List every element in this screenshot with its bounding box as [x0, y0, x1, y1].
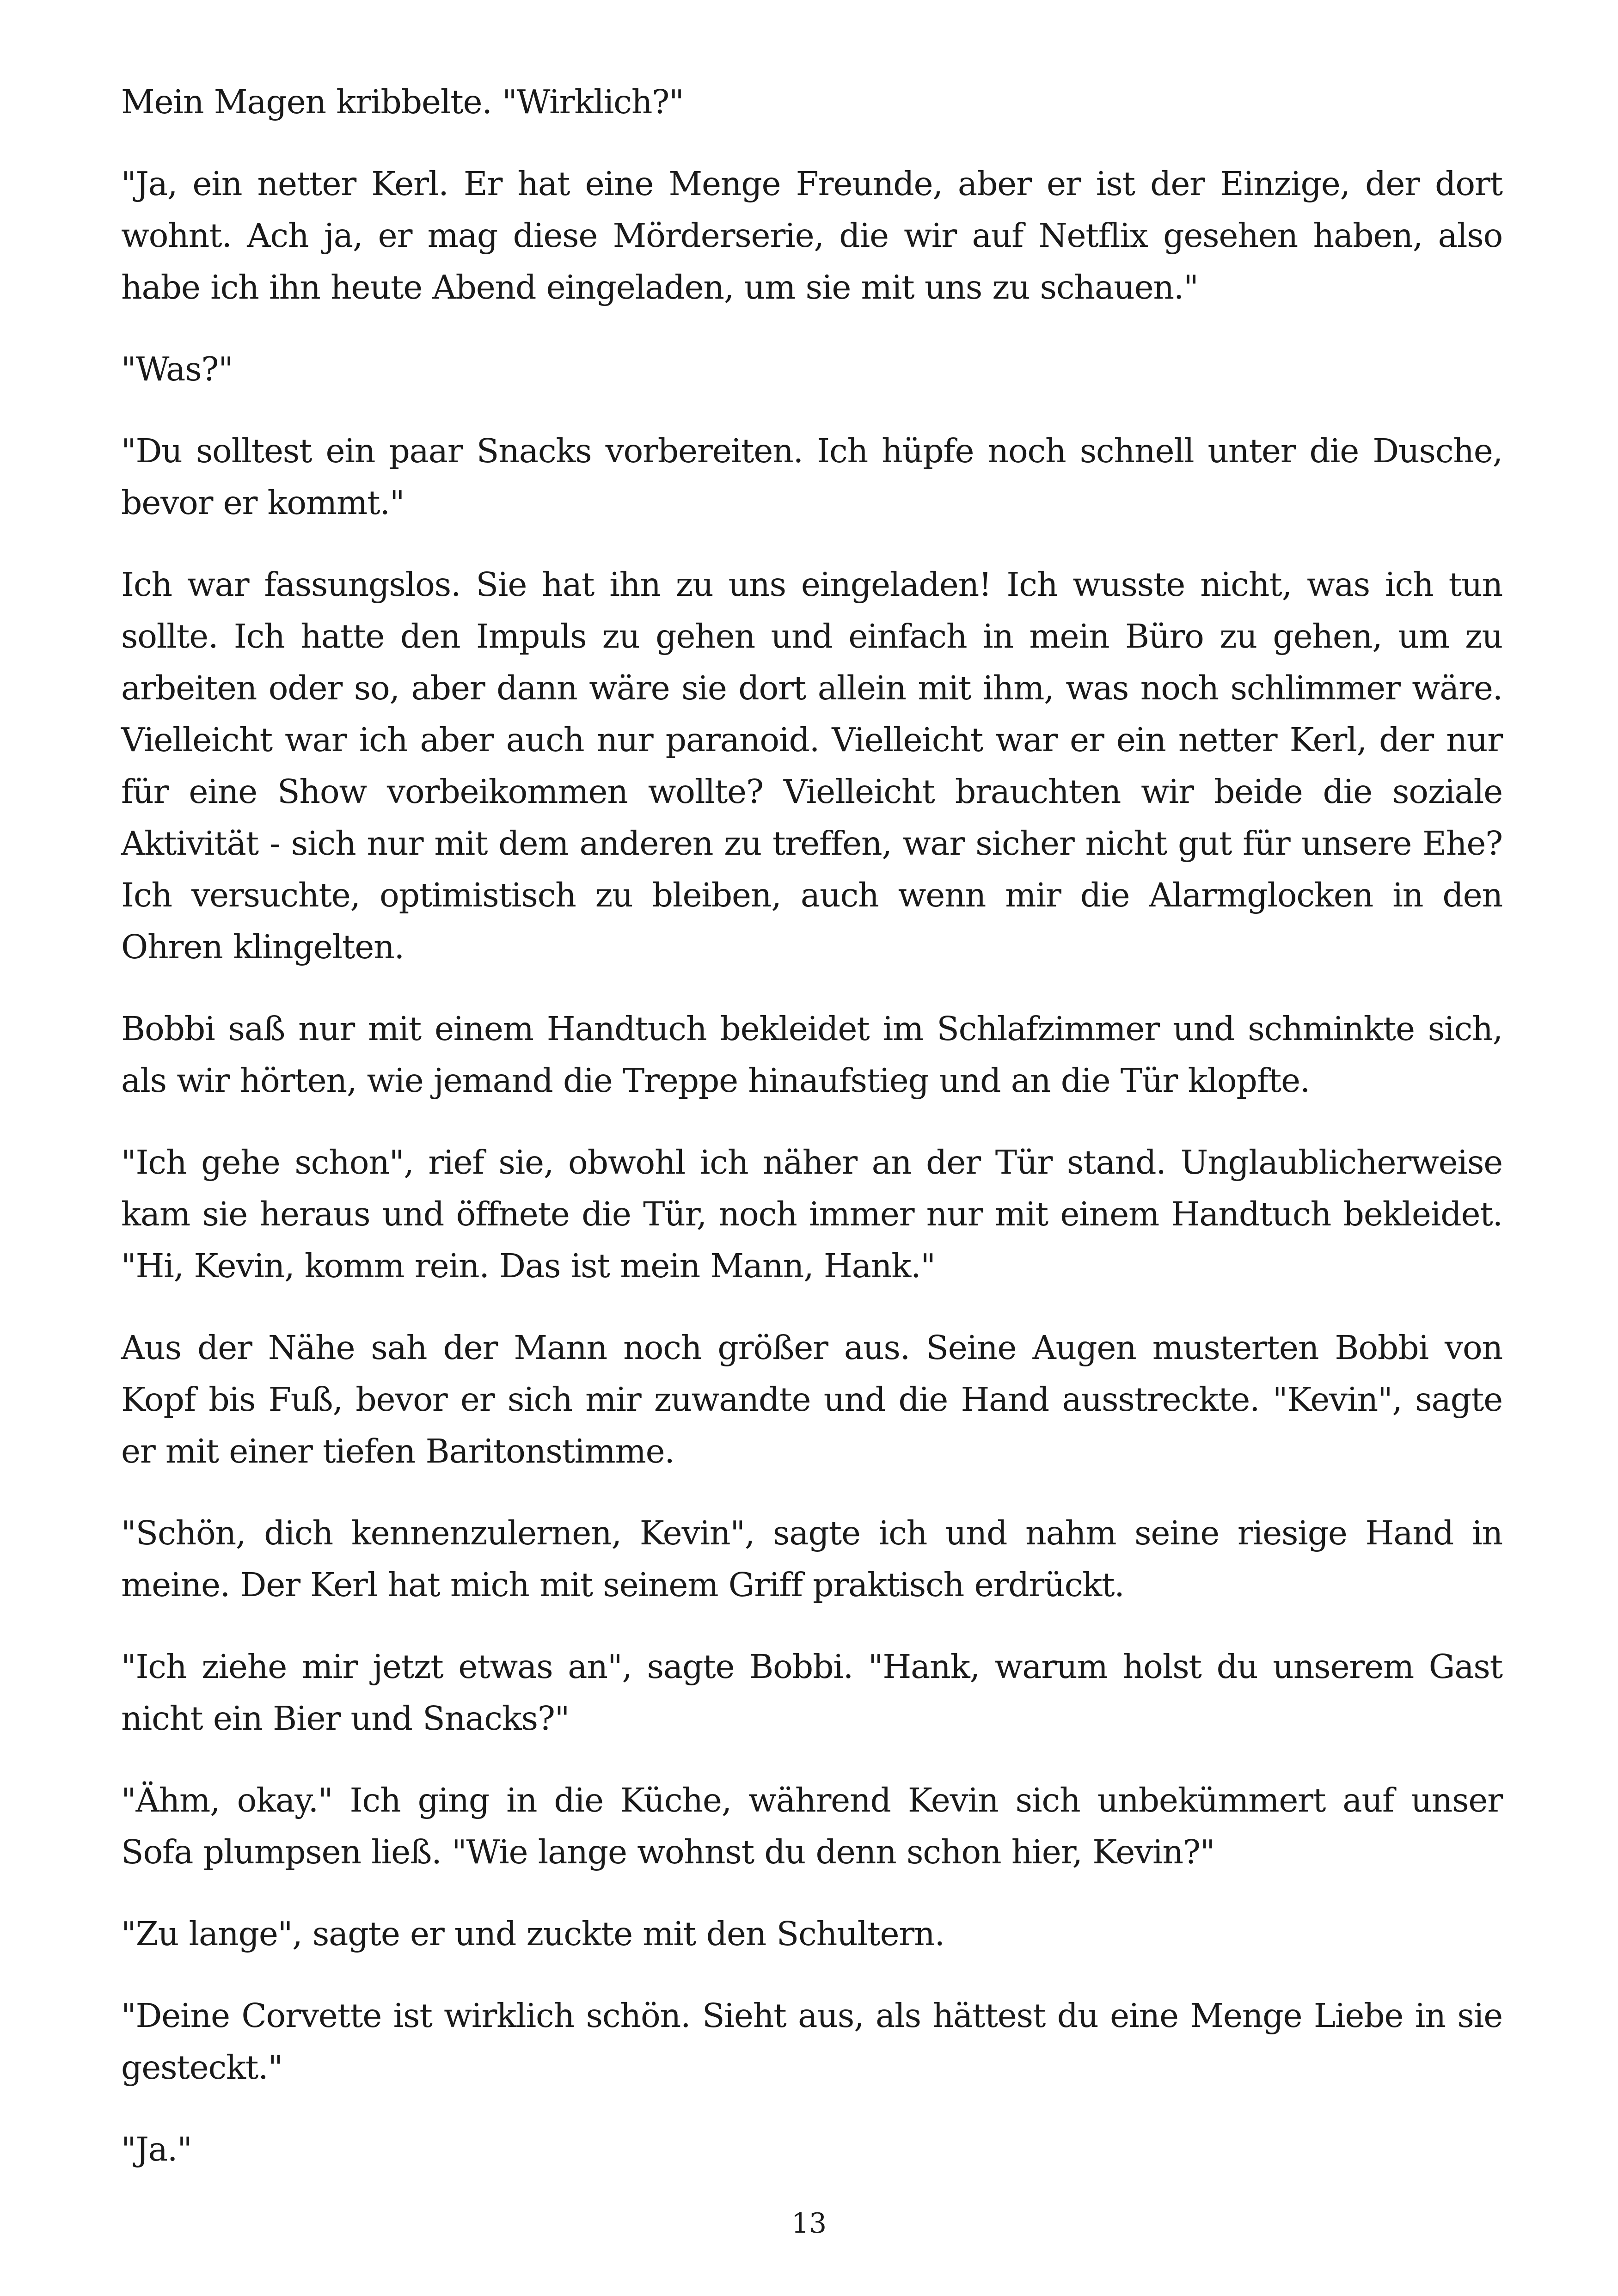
body-text [121, 76, 1502, 2205]
paragraph: "Schön, dich kennenzulernen, Kevin", sagte ich und nahm seine riesige Hand in meine. Der Kerl hat mich mit seinem Griff praktisch erdrückt. [121, 1514, 1502, 1604]
paragraph: Ich war fassungslos. Sie hat ihn zu uns eingeladen! Ich wusste nicht, was ich tun sollte. Ich hatte den Impuls zu gehen und einfach in mein Büro zu gehen, um zu arbeiten oder so, aber dann wäre sie dort allein mit ihm, was noch schlimmer wäre. Vielleicht war ich aber auch nur paranoid. Vielleicht war er ein netter Kerl, der nur für eine Show vorbeikommen wollte? Vielleicht brauchten wir beide die soziale Aktivität - sich nur mit dem anderen zu treffen, war sicher nicht gut für unsere Ehe? Ich versuchte, optimistisch zu bleiben, auch wenn mir die Alarmglocken in den Ohren klingelten. [121, 565, 1502, 966]
paragraph: "Zu lange", sagte er und zuckte mit den Schultern. [121, 1915, 944, 1953]
paragraph: Aus der Nähe sah der Mann noch größer aus. Seine Augen musterten Bobbi von Kopf bis Fuß, bevor er sich mir zuwandte und die Hand ausstreckte. "Kevin", sagte er mit einer tiefen Baritonstimme. [121, 1329, 1502, 1470]
paragraph: "Du solltest ein paar Snacks vorbereiten. Ich hüpfe noch schnell unter die Dusche, bevor er kommt." [121, 432, 1502, 522]
paragraph: "Ähm, okay." Ich ging in die Küche, während Kevin sich unbekümmert auf unser Sofa plumpsen ließ. "Wie lange wohnst du denn schon hier, Kevin?" [121, 1781, 1502, 1871]
paragraph: Mein Magen kribbelte. "Wirklich?" [121, 83, 684, 121]
paragraph: "Ja, ein netter Kerl. Er hat eine Menge Freunde, aber er ist der Einzige, der dort wohnt. Ach ja, er mag diese Mörderserie, die wir auf Netflix gesehen haben, also habe ich ihn heute Abend eingeladen, um sie mit uns zu schauen." [121, 165, 1502, 306]
paragraph: "Deine Corvette ist wirklich schön. Sieht aus, als hättest du eine Menge Liebe in sie gesteckt." [121, 1996, 1502, 2087]
paragraph: "Ich gehe schon", rief sie, obwohl ich näher an der Tür stand. Unglaublicherweise kam sie heraus und öffnete die Tür, noch immer nur mit einem Handtuch bekleidet. "Hi, Kevin, komm rein. Das ist mein Mann, Hank." [121, 1143, 1502, 1285]
page-number: 13 [791, 2207, 827, 2240]
paragraph: "Ich ziehe mir jetzt etwas an", sagte Bobbi. "Hank, warum holst du unserem Gast nicht ein Bier und Snacks?" [121, 1647, 1502, 1738]
paragraph: Bobbi saß nur mit einem Handtuch bekleidet im Schlafzimmer und schminkte sich, als wir hörten, wie jemand die Treppe hinaufstieg und an die Tür klopfte. [121, 1010, 1502, 1100]
paragraph: "Ja." [121, 2130, 192, 2168]
paragraph: "Was?" [121, 350, 233, 388]
